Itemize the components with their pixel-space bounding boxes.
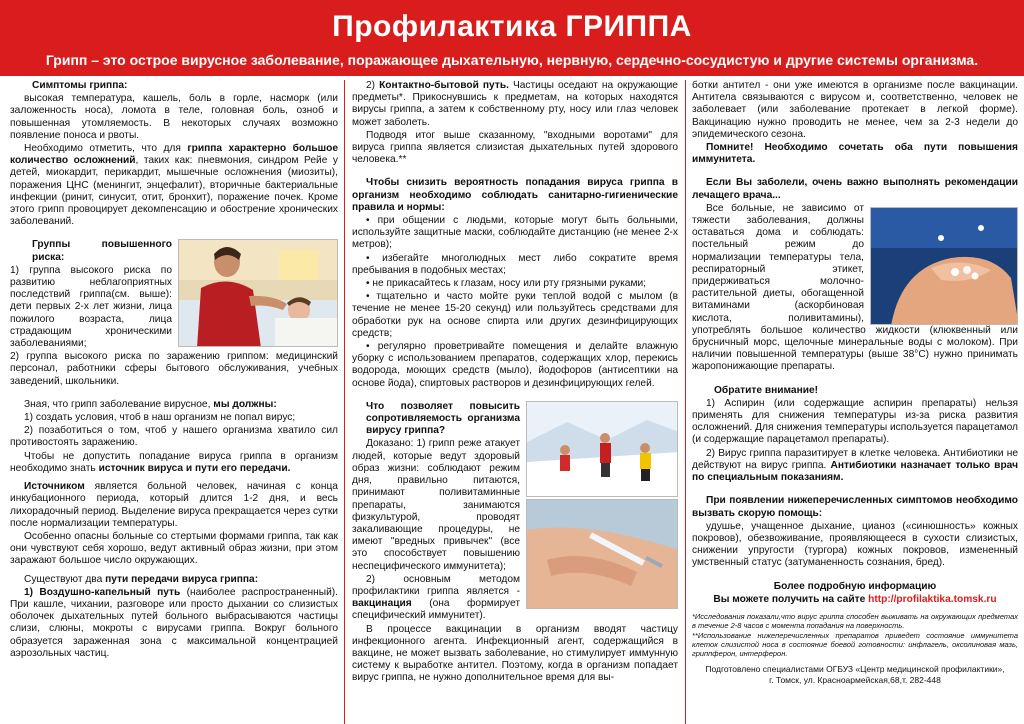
risk-group-2: 2) группа высокого риска по заражению гриппом: медицинский персонал, работники сферы бытового обслуживания, учебных заведений, школьники. <box>10 351 338 387</box>
list-item: • не прикасайтесь к глазам, носу или рту грязными руками; <box>366 278 646 290</box>
site-link[interactable]: http://profilaktika.tomsk.ru <box>868 593 997 605</box>
attention-item-2: 2) Вирус гриппа паразитирует в клетке человека. Антибиотики не действуют на вирус гриппа. Антибиотики назначает только врач по специальным показаниям. <box>692 447 1018 484</box>
complications-paragraph: Необходимо отметить, что для гриппа характерно большое количество осложнений, таких как: пневмония, синдром Рейе у детей, миокардит, перикардит, мышечные осложнения (миозиты), поражения ЦНС (менингит, энцефалит), вторичные бактериальные инфекции (ринит, синусит, отит, бронхит), поражение почек. Кроме этого грипп провоцирует декомпенсацию и обострение хронических заболеваний. <box>10 143 338 228</box>
column-divider <box>685 80 686 724</box>
footnote-1: *Исследования показали,что вирус гриппа способен выживать на окружающих предметах в течение 2-8 часов с момента попадания на поверхность. <box>692 611 1018 630</box>
source-definition: Источником является больной человек, начиная с конца инкубационного периода, который длится 1-2 дня, и весь лихорадочный период. Выделение вируса прекращается через сутки после нормализации температуры. <box>10 481 338 529</box>
remember-note: Помните! Необходимо сочетать оба пути повышения иммунитета. <box>692 142 1018 166</box>
list-item: • при общении с людьми, которые могут быть больными, используйте защитные маски, соблюдайте дистанцию (не менее 2-х метров); <box>352 215 678 251</box>
illness-text: Все больные, не зависимо от тяжести заболевания, должны оставаться дома и соблюдать: постельный режим до нормализации температуры тела, респираторный этикет, придерживаться молочно-растительной диеты, обогащенной витаминами (аскорбиновая кислота, поливитамины), употреблять большое количество жидкости (клюквенный или брусничный морс, щелочные минеральные воды с молоком). При наличии повышенной температуры (выше 38°С) нужно принимать жаропонижающие препараты. <box>692 202 1018 373</box>
ways-paragraph: Существуют два пути передачи вируса гриппа: <box>24 573 259 585</box>
more-info-text: Более подробную информацию <box>773 580 937 592</box>
attention-item-1: 1) Аспирин (или содержащие аспирин препараты) нельзя применять для снижения температуры из-за риска развития осложнений. Для снижения температуры используется парацетамол (и содержащие парацетамол препараты). <box>692 397 1018 446</box>
attention-heading: Обратите внимание! <box>714 384 819 396</box>
resistance-heading: Что позволяет повысить сопротивляемость организма вирусу гриппа? <box>366 400 520 437</box>
list-item: • регулярно проветривайте помещения и делайте влажную уборку с использованием препаратов, содержащих хлор, перекись водорода, моющих средств (мыло), йодофоров (антисептики на основе йода), спиртовых растворов и дезинфицирующих гелей. <box>352 341 678 389</box>
column-middle <box>352 80 678 724</box>
site-line: Вы можете получить на сайте http://profilaktika.tomsk.ru <box>713 593 997 605</box>
page-title: Профилактика ГРИППА <box>332 10 692 43</box>
illness-heading: Если Вы заболели, очень важно выполнять рекомендации лечащего врача... <box>692 177 1018 201</box>
risk-group-1: 1) группа высокого риска по развитию неблагоприятных последствий гриппа(см. выше): дети первых 2-х лет жизни, лица пожилого возраста, лица страдающим хроническими заболеваниями; <box>10 264 172 350</box>
way-2-paragraph: 2) Контактно-бытовой путь. Частицы оседают на окружающие предметы*. Прикоснувшись к предметам, на которых находятся вирусы гриппа, а затем к собственному рту, носу или глаз человек может заболеть. <box>352 80 678 128</box>
vaccination-process-text: В процессе вакцинации в организм вводят частицу инфекционного агента. Инфекционный агент, содержащийся в вакцине, не может вызвать заболевание, но стимулирует иммунную систему к выработке антител. Поэтому, когда в организм попадает вирус гриппа, не нужно дополнительное время для вы- <box>352 623 678 684</box>
photo-stack <box>526 401 678 609</box>
page-subtitle: Грипп – это острое вирусное заболевание, поражающее дыхательную, нервную, сердечно-сосудистую и другие системы организма. <box>45 52 979 68</box>
pills-hand-photo <box>870 207 1018 325</box>
column-divider <box>344 80 345 724</box>
column-left <box>10 80 338 724</box>
must-item-1: 1) создать условия, чтоб в наш организм не попал вирус; <box>24 412 296 424</box>
resistance-text: Доказано: 1) грипп реже атакует людей, которые ведут здоровый образ жизни: соблюдают режим дня, правильно питаются, принимают поливитаминные препараты, занимаются физкультурой, проводят закаливающие процедуры, не имеют "вредных привычек" (все это способствует повышению неспецифического иммунитета); <box>352 438 520 572</box>
risk-groups-heading: Группы повышенного риска: <box>32 239 172 263</box>
credits-line-1: Подготовлено специалистами ОГБУЗ «Центр медицинской профилактики», <box>705 663 1005 674</box>
rules-heading: Чтобы снизить вероятность попадания вируса гриппа в организм необходимо соблюдать санитарно-гигиенические правила и нормы: <box>352 177 678 213</box>
list-item: • избегайте многолюдных мест либо сократите время пребывания в подобных местах; <box>352 252 678 276</box>
rules-list <box>352 215 678 390</box>
emergency-text: удушье, учащенное дыхание, цианоз («синюшность» кожных покровов), обезвоживание, проявляющееся в сухости слизистых, снижении упругости (тургора) кожных покровов, измененный умственный статус (затуманенность сознания, бред). <box>692 520 1018 569</box>
page-header <box>0 0 1024 76</box>
way-1-paragraph: 1) Воздушно-капельный путь (наиболее распространенный). При кашле, чихании, разговоре или просто дыхании со слизистых оболочек дыхательных путей больного выбрасываются частицы слизи, слюны, мокроты с вирусами гриппа. Вокруг больного образуется зараженная зона с максимальной концентрацией аэрозольных частиц. <box>10 586 338 659</box>
column-right <box>692 80 1018 724</box>
vaccination-continued-text: ботки антител - они уже имеются в организме после вакцинации. Антитела связываются с вирусом и, соответственно, человек не заболевает (или заболевание протекает в легкой форме). Вакцинацию нужно проводить не менее, чем за 2-3 недели до эпидемического сезона. <box>692 80 1018 140</box>
list-item: • тщательно и часто мойте руки теплой водой с мылом (в течение не менее 15-20 секунд) или пользуйтесь средствами для обработки рук на основе спирта или других дезинфицирующих средств; <box>352 291 678 339</box>
symptoms-heading: Симптомы гриппа: <box>32 80 128 91</box>
credits-line-2: г. Томск, ул. Красноармейская,68,т. 282-448 <box>769 674 941 685</box>
vaccination-paragraph: 2) основным методом профилактики гриппа является - вакцинация (она формирует специфический иммунитет). <box>352 573 520 622</box>
must-paragraph: Зная, что грипп заболевание вирусное, мы должны: <box>24 398 277 410</box>
gate-paragraph: Подводя итог выше сказанному, "входными воротами" для вируса гриппа является слизистая дыхательных путей здорового человека.** <box>352 129 678 166</box>
symptoms-text: высокая температура, кашель, боль в горле, насморк (или заложенность носа), ломота в теле, головная боль, озноб и повышенная утомляемость. В некоторых случаях возможно появление поноса и рвоты. <box>10 93 338 141</box>
erased-forms-text: Особенно опасны больные со стертыми формами гриппа, так как они чувствуют себя хорошо, ведут активный образ жизни, при этом заражают большое число окружающих. <box>10 530 338 567</box>
must-item-2: 2) позаботиться о том, чтоб у нашего организма хватило сил противостоять заражению. <box>10 425 338 449</box>
skiing-family-photo <box>526 401 678 497</box>
doctor-child-photo <box>178 239 338 347</box>
emergency-heading: При появлении нижеперечисленных симптомов необходимо вызвать скорую помощь: <box>692 495 1018 519</box>
footnote-2: **Использование нижеперечисленных препаратов приведет состояние иммунитета клеток слизистой носа в состояние боевой готовности: инфлагель, оксолиновая мазь, гриппферон, интерферон. <box>692 630 1018 658</box>
source-paragraph: Чтобы не допустить попадание вируса гриппа в организм необходимо знать источник вируса и пути его передачи. <box>10 450 338 474</box>
vaccination-photo <box>526 499 678 609</box>
